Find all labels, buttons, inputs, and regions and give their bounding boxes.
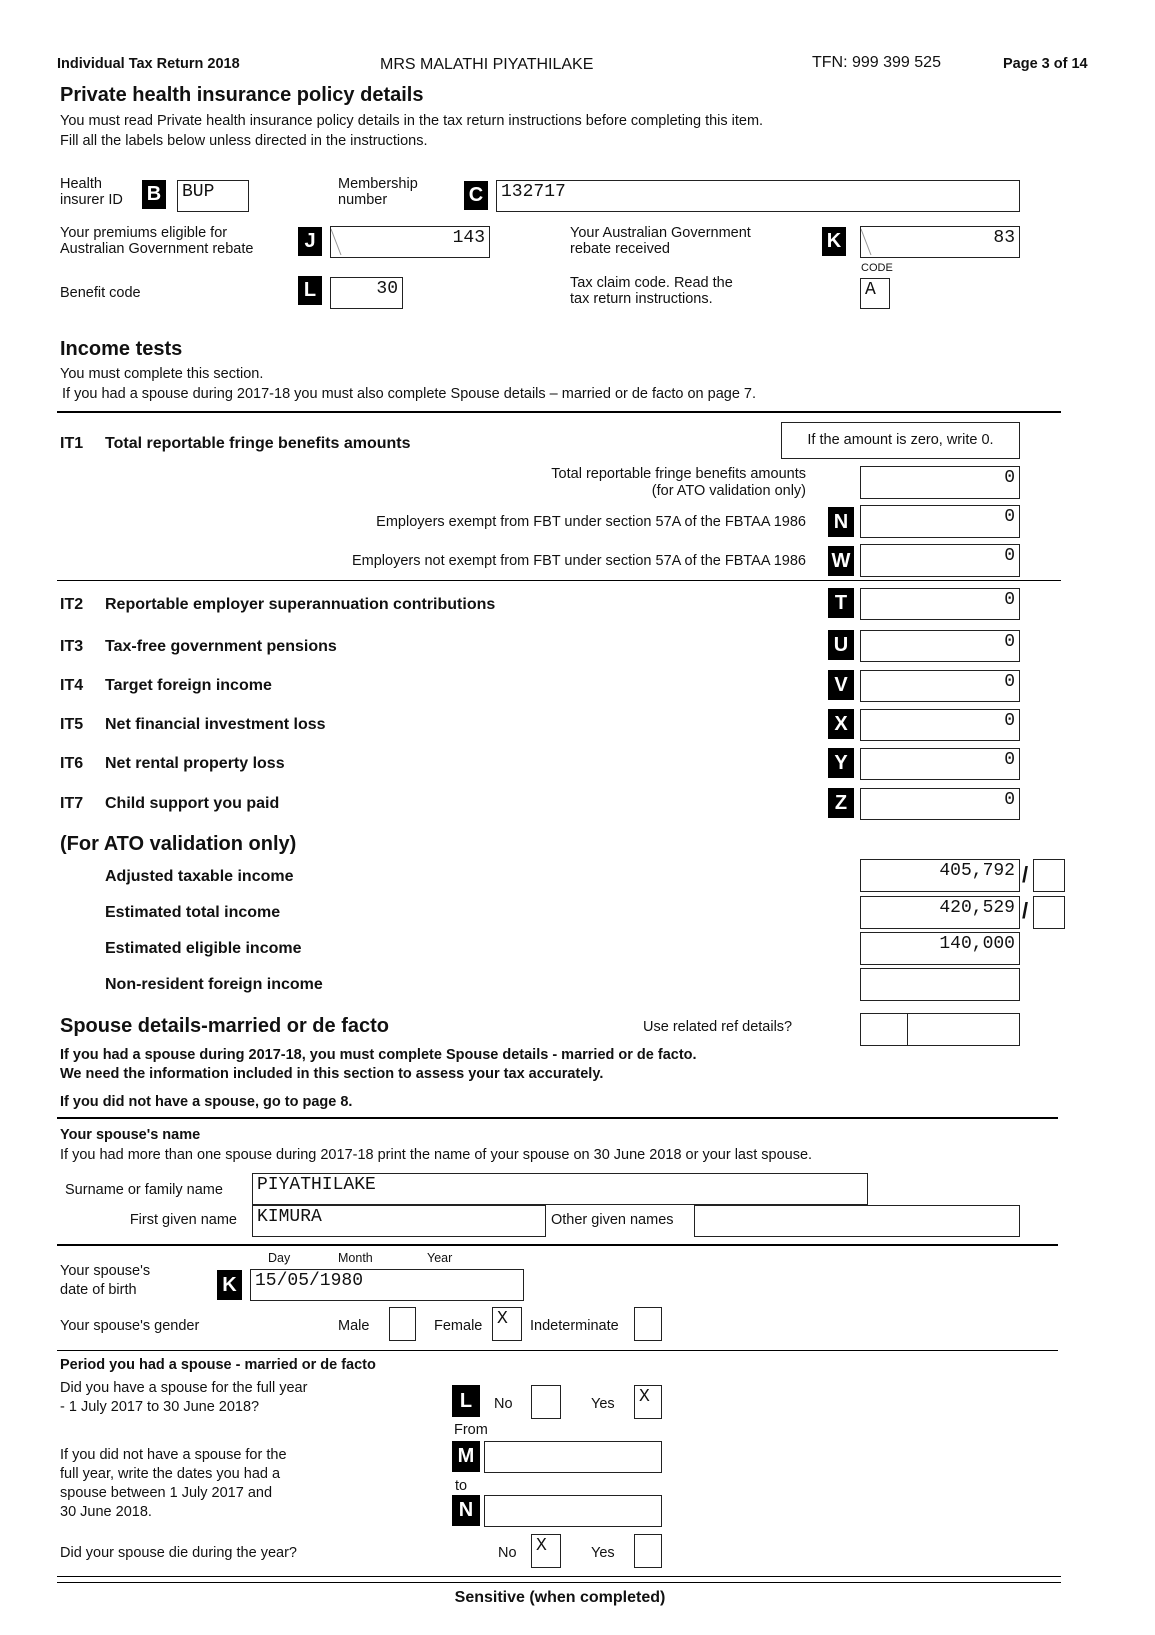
dates-label-4: 30 June 2018. xyxy=(60,1504,152,1520)
rebate-field[interactable] xyxy=(860,226,1020,258)
health-insurer-tag: B xyxy=(142,180,166,209)
exempt-label: Employers exempt from FBT under section 57A of the FBTAA 1986 xyxy=(376,514,806,530)
it-tag: V xyxy=(828,670,854,700)
phi-intro-1: You must read Private health insurance policy details in the tax return instructions before completing this item. xyxy=(60,113,764,129)
it1-number: IT1 xyxy=(60,435,84,452)
divider xyxy=(57,1117,1058,1119)
it-tag: T xyxy=(828,588,854,618)
not-exempt-label: Employers not exempt from FBT under section 57A of the FBTAA 1986 xyxy=(351,553,806,569)
benefit-code-tag: L xyxy=(298,276,322,305)
adjusted-taxable-income-code-field[interactable] xyxy=(1033,859,1065,892)
other-given-names-field[interactable] xyxy=(694,1205,1020,1237)
membership-label-2: number xyxy=(338,192,388,208)
adjusted-taxable-income-label: Adjusted taxable income xyxy=(105,868,294,885)
it-tag: U xyxy=(828,630,854,660)
it-label: Reportable employer superannuation contributions xyxy=(105,596,496,613)
phi-intro-2: Fill all the labels below unless directed in the instructions. xyxy=(60,133,428,149)
full-year-no-checkbox[interactable] xyxy=(531,1385,561,1419)
spouse-warning-3: If you did not have a spouse, go to page 8. xyxy=(60,1094,353,1110)
indeterminate-checkbox[interactable] xyxy=(634,1307,662,1341)
divider xyxy=(57,1576,1061,1577)
sensitive-footer: Sensitive (when completed) xyxy=(454,1589,666,1606)
full-year-label-1: Did you have a spouse for the full year xyxy=(60,1380,308,1396)
it-number: IT7 xyxy=(60,795,84,812)
spouse-died-yes-checkbox[interactable] xyxy=(634,1534,662,1568)
it-label: Tax-free government pensions xyxy=(105,638,337,655)
from-caption: From xyxy=(454,1422,488,1438)
not-exempt-tag: W xyxy=(828,546,854,576)
it-number: IT4 xyxy=(60,677,84,694)
page-number: Page 3 of 14 xyxy=(1003,56,1088,72)
estimated-eligible-income-label: Estimated eligible income xyxy=(105,940,302,957)
female-label: Female xyxy=(434,1318,483,1334)
it-tag: Y xyxy=(828,748,854,778)
divider xyxy=(57,1244,1058,1246)
day-caption: Day xyxy=(268,1251,291,1265)
non-resident-foreign-income-field[interactable] xyxy=(860,968,1020,1001)
it1-label: Total reportable fringe benefits amounts xyxy=(105,435,411,452)
ato-validation-title: (For ATO validation only) xyxy=(60,833,297,855)
it-number: IT3 xyxy=(60,638,84,655)
period-heading: Period you had a spouse - married or de facto xyxy=(60,1357,376,1373)
exempt-tag: N xyxy=(828,507,854,537)
premiums-field[interactable] xyxy=(330,226,490,258)
female-checkbox[interactable]: X xyxy=(492,1307,522,1341)
dates-label-2: full year, write the dates you had a xyxy=(60,1466,281,1482)
it-label: Net financial investment loss xyxy=(105,716,326,733)
it-number: IT6 xyxy=(60,755,84,772)
indeterminate-label: Indeterminate xyxy=(530,1318,619,1334)
premiums-label-2: Australian Government rebate xyxy=(60,241,254,257)
dob-label-1: Your spouse's xyxy=(60,1263,151,1279)
membership-label-1: Membership xyxy=(338,176,418,192)
full-year-yes-label: Yes xyxy=(591,1396,615,1412)
it1-total-field[interactable]: 0 xyxy=(860,466,1020,499)
divider xyxy=(57,411,1061,413)
from-tag: M xyxy=(452,1441,480,1472)
rebate-value: 83 xyxy=(993,228,1015,248)
benefit-code-field[interactable]: 30 xyxy=(330,277,403,309)
it1-total-label-2: (for ATO validation only) xyxy=(651,483,806,499)
tfn: TFN: 999 399 525 xyxy=(812,54,941,71)
it2-field[interactable]: 0 xyxy=(860,588,1020,620)
dob-label-2: date of birth xyxy=(60,1282,137,1298)
to-date-field[interactable] xyxy=(484,1495,662,1527)
income-tests-intro-1: You must complete this section. xyxy=(60,366,264,382)
to-tag: N xyxy=(452,1495,480,1526)
it-label: Target foreign income xyxy=(105,677,272,694)
premiums-value: 143 xyxy=(452,228,485,248)
spouse-title: Spouse details-married or de facto xyxy=(60,1015,389,1037)
it-label: Child support you paid xyxy=(105,795,280,812)
premiums-label-1: Your premiums eligible for xyxy=(60,225,228,241)
rebate-label-1: Your Australian Government xyxy=(570,225,751,241)
divider xyxy=(57,580,1061,581)
spouse-warning-2: We need the information included in this section to assess your tax accurately. xyxy=(60,1066,604,1082)
it1-total-label-1: Total reportable fringe benefits amounts xyxy=(551,466,806,482)
it5-field[interactable]: 0 xyxy=(860,709,1020,741)
surname-label: Surname or family name xyxy=(65,1182,223,1198)
first-given-name-label: First given name xyxy=(129,1212,237,1228)
it3-field[interactable]: 0 xyxy=(860,630,1020,662)
tax-claim-label-2: tax return instructions. xyxy=(570,291,713,307)
first-given-name-field[interactable]: KIMURA xyxy=(252,1205,546,1237)
exempt-field[interactable]: 0 xyxy=(860,505,1020,538)
it4-field[interactable]: 0 xyxy=(860,670,1020,702)
it-label: Net rental property loss xyxy=(105,755,285,772)
health-insurer-id-field[interactable]: BUP xyxy=(177,180,249,212)
tax-claim-label-1: Tax claim code. Read the xyxy=(570,275,733,291)
surname-field[interactable]: PIYATHILAKE xyxy=(252,1173,868,1205)
month-caption: Month xyxy=(338,1251,373,1265)
rebate-label-2: rebate received xyxy=(570,241,670,257)
health-insurer-label-2: insurer ID xyxy=(60,192,123,208)
divider xyxy=(57,1350,1058,1351)
divider xyxy=(57,1582,1061,1583)
it-number: IT2 xyxy=(60,596,84,613)
full-year-no-label: No xyxy=(494,1396,513,1412)
spouse-warning-1: If you had a spouse during 2017-18, you must complete Spouse details - married or de facto. xyxy=(60,1047,697,1063)
full-year-label-2: - 1 July 2017 to 30 June 2018? xyxy=(60,1399,260,1415)
male-checkbox[interactable] xyxy=(389,1307,416,1341)
estimated-total-income-field[interactable]: 420,529 xyxy=(860,896,1020,929)
slash-separator: / xyxy=(1022,862,1029,887)
full-year-yes-checkbox[interactable]: X xyxy=(634,1385,662,1419)
non-resident-foreign-income-label: Non-resident foreign income xyxy=(105,976,323,993)
slash-separator: / xyxy=(1022,898,1029,923)
membership-tag: C xyxy=(464,181,488,210)
it7-field[interactable]: 0 xyxy=(860,788,1020,820)
spouse-name-heading: Your spouse's name xyxy=(60,1127,201,1143)
income-tests-title: Income tests xyxy=(60,338,183,360)
related-ref-field[interactable] xyxy=(860,1013,1020,1046)
dates-label-1: If you did not have a spouse for the xyxy=(60,1447,287,1463)
form-title: Individual Tax Return 2018 xyxy=(57,56,240,72)
male-label: Male xyxy=(338,1318,370,1334)
dob-field[interactable]: 15/05/1980 xyxy=(250,1269,524,1301)
gender-label: Your spouse's gender xyxy=(60,1318,200,1334)
not-exempt-field[interactable]: 0 xyxy=(860,544,1020,577)
field-divider xyxy=(907,1014,908,1045)
it-number: IT5 xyxy=(60,716,84,733)
adjusted-taxable-income-field[interactable]: 405,792 xyxy=(860,859,1020,892)
related-ref-label: Use related ref details? xyxy=(643,1019,793,1035)
dates-label-3: spouse between 1 July 2017 and xyxy=(60,1485,273,1501)
taxpayer-name: MRS MALATHI PIYATHILAKE xyxy=(380,56,594,73)
it6-field[interactable]: 0 xyxy=(860,748,1020,780)
tax-claim-code-field[interactable]: A xyxy=(860,278,890,309)
estimated-total-income-label: Estimated total income xyxy=(105,904,281,921)
to-caption: to xyxy=(455,1478,468,1494)
it-tag: Z xyxy=(828,788,854,818)
membership-number-field[interactable]: 132717 xyxy=(496,180,1020,212)
premiums-tag: J xyxy=(298,227,322,256)
zero-note: If the amount is zero, write 0. xyxy=(781,422,1020,459)
income-tests-intro-2: If you had a spouse during 2017-18 you must also complete Spouse details – married or de facto on page 7. xyxy=(62,386,757,402)
spouse-died-yes-label: Yes xyxy=(591,1545,615,1561)
spouse-name-intro: If you had more than one spouse during 2017-18 print the name of your spouse on 30 June 2018 or your last spouse. xyxy=(60,1147,813,1163)
field-corner-mark xyxy=(331,227,343,257)
year-caption: Year xyxy=(427,1251,453,1265)
estimated-eligible-income-field[interactable]: 140,000 xyxy=(860,932,1020,965)
dob-tag: K xyxy=(217,1270,242,1300)
code-caption: CODE xyxy=(861,262,893,274)
health-insurer-label-1: Health xyxy=(60,176,102,192)
it-tag: X xyxy=(828,709,854,739)
field-corner-mark xyxy=(861,227,873,257)
from-date-field[interactable] xyxy=(484,1441,662,1473)
rebate-tag: K xyxy=(822,227,846,256)
full-year-tag: L xyxy=(452,1385,480,1417)
spouse-died-no-checkbox[interactable]: X xyxy=(531,1534,561,1568)
phi-title: Private health insurance policy details xyxy=(60,84,424,106)
spouse-died-no-label: No xyxy=(498,1545,517,1561)
other-given-names-label: Other given names xyxy=(551,1212,674,1228)
estimated-total-income-code-field[interactable] xyxy=(1033,896,1065,929)
benefit-code-label: Benefit code xyxy=(60,285,141,301)
spouse-died-label: Did your spouse die during the year? xyxy=(60,1545,297,1561)
